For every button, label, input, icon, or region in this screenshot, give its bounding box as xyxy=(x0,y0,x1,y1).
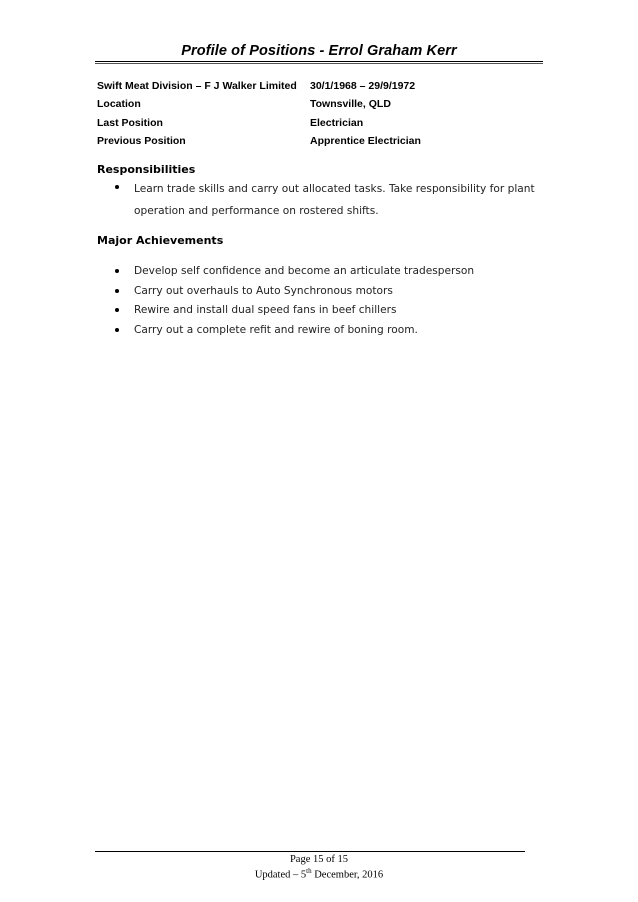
location-label: Location xyxy=(97,98,141,111)
bullet-icon xyxy=(115,269,119,273)
bullet-icon xyxy=(115,185,119,189)
position-info-table xyxy=(97,77,547,150)
list-item xyxy=(97,321,547,341)
achievements-list xyxy=(97,262,547,340)
achievement-text: Rewire and install dual speed fans in beef chillers xyxy=(134,304,397,316)
page-title: Profile of Positions - Errol Graham Kerr xyxy=(181,43,457,59)
employer-label: Swift Meat Division – F J Walker Limited xyxy=(97,80,297,93)
header-rule xyxy=(95,61,543,62)
info-row-previous-position xyxy=(97,132,547,150)
last-position-value: Electrician xyxy=(310,116,364,129)
list-item xyxy=(97,262,547,282)
last-position-label: Last Position xyxy=(97,116,163,129)
employment-dates: 30/1/1968 – 29/9/1972 xyxy=(310,80,416,93)
updated-date xyxy=(0,867,638,881)
achievement-text: Carry out overhauls to Auto Synchronous motors xyxy=(134,284,393,297)
list-item xyxy=(97,178,547,222)
page-number: Page 15 of 15 xyxy=(289,854,349,865)
previous-position-value: Apprentice Electrician xyxy=(310,135,421,148)
bullet-icon xyxy=(115,289,119,293)
footer-rule xyxy=(95,851,525,852)
updated-suffix: December, 2016 xyxy=(311,869,384,881)
header-rule-thin xyxy=(95,63,543,64)
list-item xyxy=(97,282,547,302)
info-row-location xyxy=(97,95,547,113)
list-item xyxy=(97,301,547,321)
responsibilities-list xyxy=(97,178,547,222)
info-row-last-position xyxy=(97,114,547,132)
previous-position-label: Previous Position xyxy=(97,135,186,148)
info-row-employer xyxy=(97,77,547,95)
responsibilities-heading: Responsibilities xyxy=(97,163,196,176)
updated-suffix-ordinal: th xyxy=(306,867,312,875)
achievements-heading: Major Achievements xyxy=(97,234,224,247)
bullet-icon xyxy=(115,308,119,312)
achievement-text: Carry out a complete refit and rewire of boning room. xyxy=(134,323,418,336)
location-value: Townsville, QLD xyxy=(310,98,391,111)
bullet-icon xyxy=(115,328,119,332)
achievement-text: Develop self confidence and become an articulate tradesperson xyxy=(134,265,475,277)
updated-prefix: Updated – 5 xyxy=(254,869,307,881)
responsibility-text: Learn trade skills and carry out allocated tasks. Take responsibility for plant operation and performance on rostered shifts. xyxy=(134,183,535,217)
